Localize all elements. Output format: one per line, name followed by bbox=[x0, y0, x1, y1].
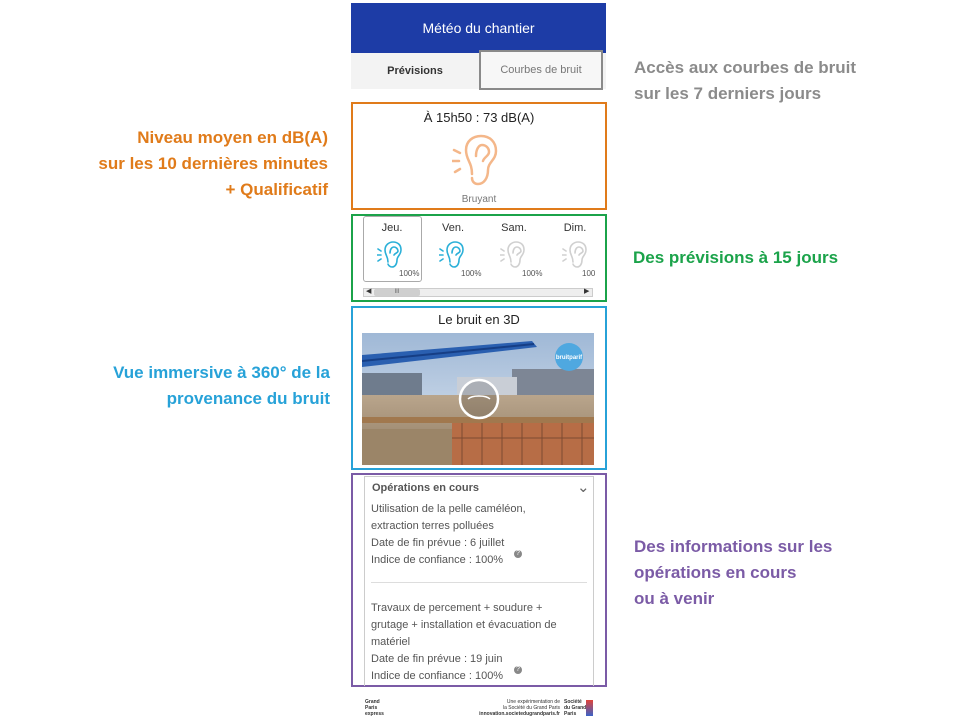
annotation-noise-curves bbox=[634, 55, 856, 107]
footer-credit bbox=[470, 699, 560, 717]
societe-grand-paris-logo bbox=[564, 699, 586, 717]
app-header bbox=[351, 3, 606, 53]
ear-icon[interactable] bbox=[377, 240, 405, 270]
annotation-level-line1: Niveau moyen en dB(A) bbox=[137, 128, 328, 147]
operations-divider bbox=[371, 582, 587, 583]
annotation-forecast: Des prévisions à 15 jours bbox=[633, 248, 839, 267]
logo-right-line1: Société bbox=[564, 699, 582, 705]
forecast-day-3-label: Sam. bbox=[501, 222, 527, 234]
noise-qualifier: Bruyant bbox=[461, 194, 497, 205]
credit-line2: la Société du Grand Paris bbox=[503, 705, 560, 711]
tab-previsions[interactable] bbox=[351, 53, 479, 89]
logo-left-line1: Grand bbox=[365, 699, 380, 705]
sgp-logo-mark bbox=[586, 700, 593, 716]
logo-left-line3: express bbox=[365, 711, 384, 717]
info-icon[interactable]: ? bbox=[514, 550, 522, 558]
app-title: Météo du chantier bbox=[422, 20, 535, 36]
operation-1-end-date: Date de fin prévue : 6 juillet bbox=[371, 537, 505, 549]
credit-url[interactable]: innovation.societedugrandparis.fr bbox=[479, 711, 560, 717]
annotation-level-line2: sur les 10 dernières minutes bbox=[98, 154, 328, 173]
tab-previsions-label: Prévisions bbox=[387, 65, 443, 77]
ear-icon[interactable] bbox=[500, 240, 528, 270]
bruitparif-badge: bruitparif bbox=[555, 355, 583, 361]
forecast-day-2-label: Ven. bbox=[441, 222, 465, 234]
operation-2-desc-line2: grutage + installation et évacuation de bbox=[371, 619, 557, 631]
operation-2-desc-line1: Travaux de percement + soudure + bbox=[371, 602, 543, 614]
scroll-left-arrow-icon[interactable]: ◀ bbox=[366, 288, 372, 295]
annotation-ops-line3: ou à venir bbox=[634, 589, 715, 608]
ear-icon[interactable] bbox=[562, 240, 590, 270]
operation-1-confidence: Indice de confiance : 100% bbox=[371, 554, 504, 566]
annotation-360-line2: provenance du bruit bbox=[166, 389, 330, 408]
tab-noise-curves-label: Courbes de bruit bbox=[500, 64, 582, 76]
operation-2-desc-line3: matériel bbox=[371, 636, 411, 648]
operation-1-desc-line1: Utilisation de la pelle caméléon, bbox=[371, 503, 526, 515]
forecast-day-3-confidence: 100% bbox=[522, 269, 543, 278]
view-360-panorama[interactable] bbox=[362, 333, 594, 465]
annotation-360-view bbox=[30, 360, 330, 412]
forecast-day-4-confidence: 100 bbox=[582, 269, 596, 278]
forecast-day-1-label: Jeu. bbox=[381, 222, 403, 234]
chevron-down-icon[interactable]: ⌄ bbox=[577, 479, 590, 496]
annotation-curves-line2: sur les 7 derniers jours bbox=[634, 84, 822, 103]
scroll-right-arrow-icon[interactable]: ▶ bbox=[584, 288, 590, 295]
scrollbar-grip: III bbox=[394, 289, 400, 295]
forecast-day-2-confidence: 100% bbox=[461, 269, 482, 278]
logo-left-line2: Paris bbox=[365, 705, 378, 711]
noise-reading: À 15h50 : 73 dB(A) bbox=[423, 110, 535, 125]
annotation-ops-line1: Des informations sur les bbox=[634, 537, 833, 556]
operations-heading[interactable]: Opérations en cours bbox=[372, 482, 479, 494]
annotation-level-line3: + Qualificatif bbox=[225, 180, 328, 199]
operation-2-end-date: Date de fin prévue : 19 juin bbox=[371, 653, 503, 665]
forecast-day-4-label: Dim. bbox=[563, 222, 587, 234]
forecast-day-1-confidence: 100% bbox=[399, 269, 420, 278]
annotation-noise-level bbox=[30, 125, 328, 203]
ear-icon bbox=[452, 132, 504, 190]
view-3d-title: Le bruit en 3D bbox=[438, 312, 520, 327]
annotation-ops-line2: opérations en cours bbox=[634, 563, 797, 582]
tab-noise-curves[interactable] bbox=[479, 50, 603, 90]
annotation-360-line1: Vue immersive à 360° de la bbox=[113, 363, 330, 382]
annotation-curves-line1: Accès aux courbes de bruit bbox=[634, 58, 857, 77]
operation-2-confidence: Indice de confiance : 100% bbox=[371, 670, 504, 682]
ear-icon[interactable] bbox=[439, 240, 467, 270]
annotation-operations bbox=[634, 534, 832, 612]
scrollbar-thumb[interactable] bbox=[374, 289, 420, 296]
grand-paris-express-logo bbox=[365, 699, 384, 717]
credit-line1: Une expérimentation de bbox=[506, 699, 560, 705]
info-icon[interactable]: ? bbox=[514, 666, 522, 674]
operation-1-desc-line2: extraction terres polluées bbox=[371, 520, 494, 532]
logo-right-line2: du Grand bbox=[564, 705, 587, 711]
logo-right-line3: Paris bbox=[564, 711, 577, 717]
